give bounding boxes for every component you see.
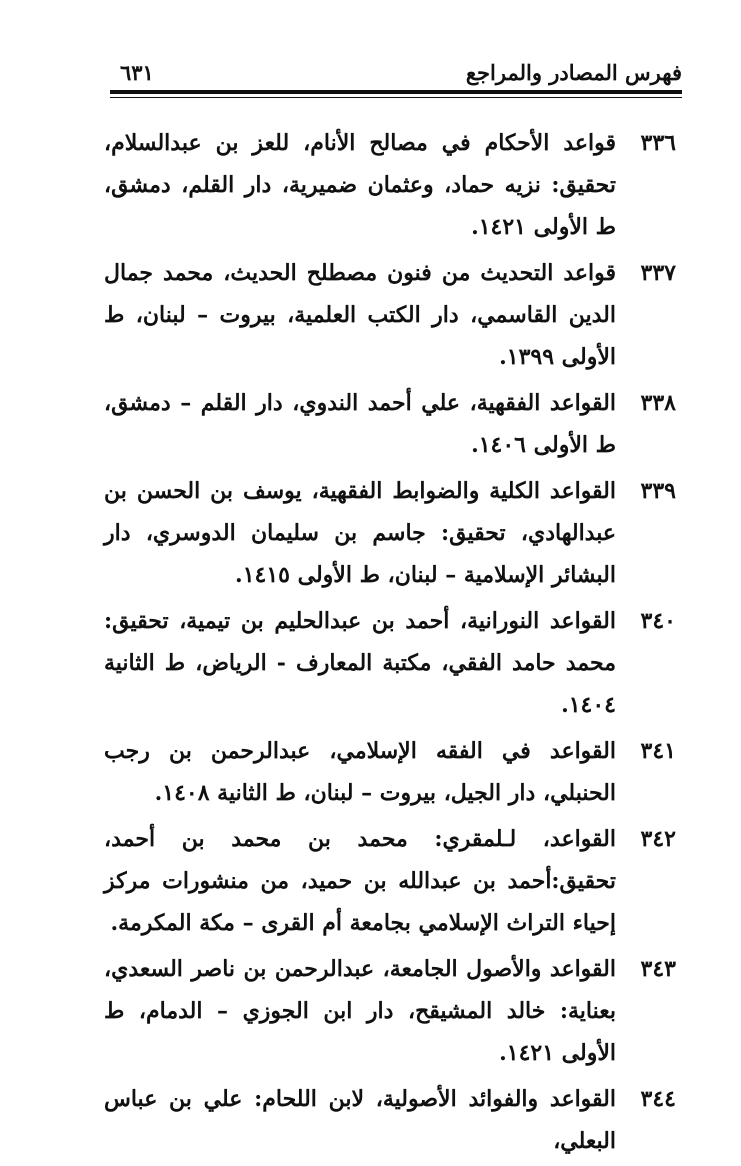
entry-text: قواعد الأحكام في مصالح الأنام، للعز بن عبدالسلام، تحقيق: نزيه حماد، وعثمان ضميرية، دار القلم، دمشق، ط الأولى ١٤٢١. — [104, 130, 616, 240]
bibliography-list — [104, 122, 676, 1166]
entry-number: ٣٣٨ — [640, 390, 676, 416]
entry-text: القواعد في الفقه الإسلامي، عبدالرحمن بن رجب الحنبلي، دار الجيل، بيروت – لبنان، ط الثانية ١٤٠٨. — [104, 738, 616, 806]
entry-number: ٣٤٢ — [640, 826, 676, 852]
entry-number: ٣٤٤ — [640, 1086, 676, 1112]
running-title: فهرس المصادر والمراجع — [465, 60, 682, 85]
entry-number: ٣٤١ — [640, 738, 676, 764]
entry-text: القواعد، لـلمقري: محمد بن محمد بن أحمد، تحقيق:أحمد بن عبدالله بن حميد، من منشورات مركز إحياء التراث الإسلامي بجامعة أم القرى – مكة المكرمة. — [104, 826, 616, 936]
bibliography-entry — [104, 122, 676, 248]
entry-number: ٣٣٦ — [640, 130, 676, 156]
bibliography-entry — [104, 730, 676, 814]
running-header — [110, 58, 682, 88]
bibliography-entry — [104, 470, 676, 596]
header-rule-thick — [110, 90, 682, 94]
entry-text: القواعد والفوائد الأصولية، لابن اللحام: علي بن عباس البعلي، — [104, 1086, 616, 1154]
entry-text: قواعد التحديث من فنون مصطلح الحديث، محمد جمال الدين القاسمي، دار الكتب العلمية، بيروت – لبنان، ط الأولى ١٣٩٩. — [104, 260, 616, 370]
entry-text: القواعد والأصول الجامعة، عبدالرحمن بن ناصر السعدي، بعناية: خالد المشيقح، دار ابن الجوزي – الدمام، ط الأولى ١٤٢١. — [104, 956, 616, 1066]
bibliography-entry — [104, 948, 676, 1074]
entry-number: ٣٤٣ — [640, 956, 676, 982]
bibliography-entry — [104, 818, 676, 944]
entry-number: ٣٤٠ — [640, 608, 676, 634]
entry-text: القواعد الفقهية، علي أحمد الندوي، دار القلم – دمشق، ط الأولى ١٤٠٦. — [104, 390, 616, 458]
entry-text: القواعد الكلية والضوابط الفقهية، يوسف بن الحسن بن عبدالهادي، تحقيق: جاسم بن سليمان الدوسري، دار البشائر الإسلامية – لبنان، ط الأولى ١٤١٥. — [104, 478, 616, 588]
page-number: ٦٣١ — [120, 60, 154, 85]
entry-number: ٣٣٩ — [640, 478, 676, 504]
entry-number: ٣٣٧ — [640, 260, 676, 286]
header-rule-thin — [110, 97, 682, 98]
bibliography-entry — [104, 1078, 676, 1162]
bibliography-entry — [104, 252, 676, 378]
bibliography-entry — [104, 600, 676, 726]
entry-text: القواعد النورانية، أحمد بن عبدالحليم بن تيمية، تحقيق: محمد حامد الفقي، مكتبة المعارف - الرياض، ط الثانية ١٤٠٤. — [104, 608, 616, 718]
bibliography-entry — [104, 382, 676, 466]
